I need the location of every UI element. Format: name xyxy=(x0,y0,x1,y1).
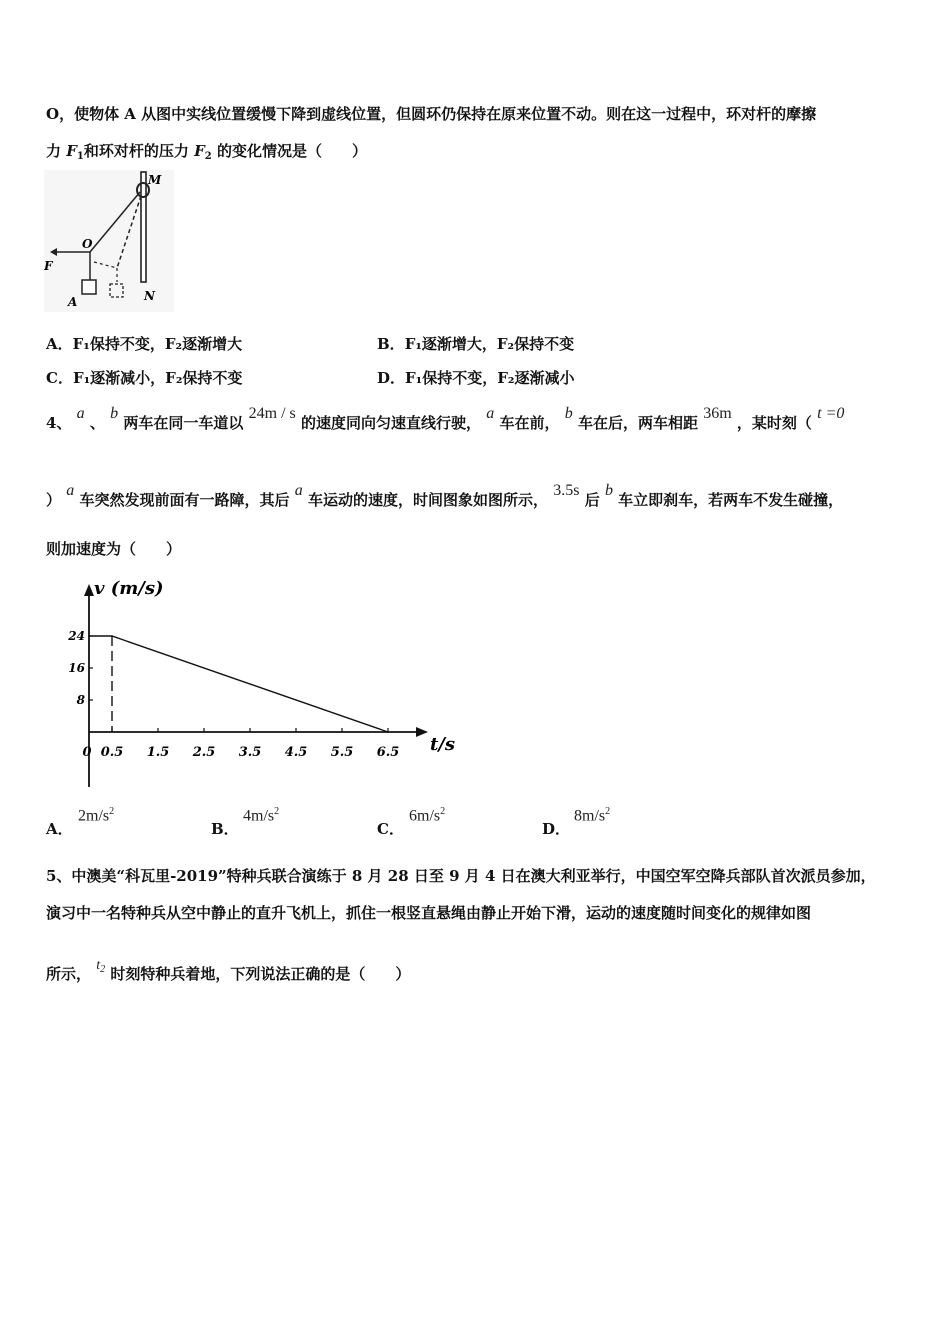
q4-text-line-2: ） a 车突然发现前面有一路障，其后 a 车运动的速度，时间图象如图所示， 3.5s 后 b 车立即刹车，若两车不发生碰撞， xyxy=(46,482,844,509)
q3-text-middle: 和环对杆的压力 xyxy=(83,142,195,160)
q3-option-d: D．F₁保持不变，F₂逐渐减小 xyxy=(377,369,575,387)
series-a-point xyxy=(387,731,389,733)
q4-option-a-value: $2m/s^2$ xyxy=(78,806,115,825)
distance-value: 36m xyxy=(703,405,732,422)
var-b: b xyxy=(110,405,119,422)
q3-f2-subscript: 2 xyxy=(204,151,212,162)
q3-text-prefix: 力 xyxy=(46,142,67,160)
q4-option-d-value: $8m/s^2$ xyxy=(574,806,611,825)
x-tick-label: 2.5 xyxy=(192,745,216,760)
q4-option-a: A． xyxy=(46,820,73,838)
q3-option-c: C．F₁逐渐减小，F₂保持不变 xyxy=(46,369,243,387)
q3-f1-subscript: 1 xyxy=(76,151,84,162)
q3-text-line-2 xyxy=(46,140,367,162)
q4-option-b-value: $4m/s^2$ xyxy=(243,806,280,825)
time-zero: t =0 xyxy=(817,405,845,422)
q4-option-b: B． xyxy=(211,820,239,838)
q5-text-line-3: 所示， $t_2$ 时刻特种兵着地，下列说法正确的是（ ） xyxy=(46,958,411,983)
series-a-line xyxy=(89,636,388,732)
y-axis-arrow xyxy=(84,584,94,596)
time-t2: $t_2$ xyxy=(96,958,106,975)
vt-chart xyxy=(60,572,480,792)
q4-option-c-value: $6m/s^2$ xyxy=(409,806,446,825)
q4-option-c: C． xyxy=(377,820,404,838)
x-axis-label: t/s xyxy=(430,734,456,755)
var-a: a xyxy=(76,405,85,422)
q3-option-a: A．F₁保持不变，F₂逐渐增大 xyxy=(46,335,243,353)
y-tick-label: 8 xyxy=(76,693,85,707)
q4-text-line-3: 则加速度为（ ） xyxy=(46,540,182,558)
y-tick-label: 16 xyxy=(68,661,85,675)
q3-text-line-1: O，使物体 A 从图中实线位置缓慢下降到虚线位置，但圆环仍保持在原来位置不动。则在这一过程中，环对杆的摩擦 xyxy=(46,105,817,123)
q3-f1-symbol: F xyxy=(66,142,77,160)
label-f: F xyxy=(44,259,53,273)
block-a xyxy=(82,280,96,294)
x-tick-label: 5.5 xyxy=(330,745,354,760)
q3-text-suffix: 的变化情况是（ ） xyxy=(211,142,367,160)
y-tick-label: 24 xyxy=(68,629,85,643)
q5-text-line-1: 5、中澳美“科瓦里-2019”特种兵联合演练于 8 月 28 日至 9 月 4 日在澳大利亚举行，中国空军空降兵部队首次派员参加， xyxy=(46,867,876,885)
series-a-point xyxy=(88,635,90,637)
x-tick-label: 4.5 xyxy=(284,745,308,760)
x-tick-label: 0.5 xyxy=(100,745,124,760)
label-m: M xyxy=(148,173,162,187)
q4-option-d: D． xyxy=(542,820,571,838)
time-value: 3.5s xyxy=(553,482,580,499)
x-tick-label: 6.5 xyxy=(376,745,400,760)
pole-mn xyxy=(141,172,146,282)
speed-value: 24m / s xyxy=(248,405,296,422)
x-tick-label: 1.5 xyxy=(146,745,170,760)
y-axis-label: v (m/s) xyxy=(94,578,164,599)
series-a-point xyxy=(111,635,113,637)
q3-option-b: B．F₁逐渐增大，F₂保持不变 xyxy=(377,335,575,353)
x-axis-arrow xyxy=(416,727,428,737)
label-a: A xyxy=(68,295,78,309)
label-o: O xyxy=(82,237,93,251)
q4-text-line-1: 4、 a 、 b 两车在同一车道以 24m / s 的速度同向匀速直线行驶， a 车在前， b 车在后，两车相距 36m ，某时刻（ t =0 xyxy=(46,405,845,432)
q5-text-line-2: 演习中一名特种兵从空中静止的直升飞机上，抓住一根竖直悬绳由静止开始下滑，运动的速度随时间变化的规律如图 xyxy=(46,904,812,922)
x-tick-label: 0 xyxy=(82,745,92,760)
label-n: N xyxy=(144,289,155,303)
x-tick-label: 3.5 xyxy=(238,745,262,760)
q3-f2-symbol: F xyxy=(194,142,205,160)
q3-pulley-figure xyxy=(44,170,174,312)
